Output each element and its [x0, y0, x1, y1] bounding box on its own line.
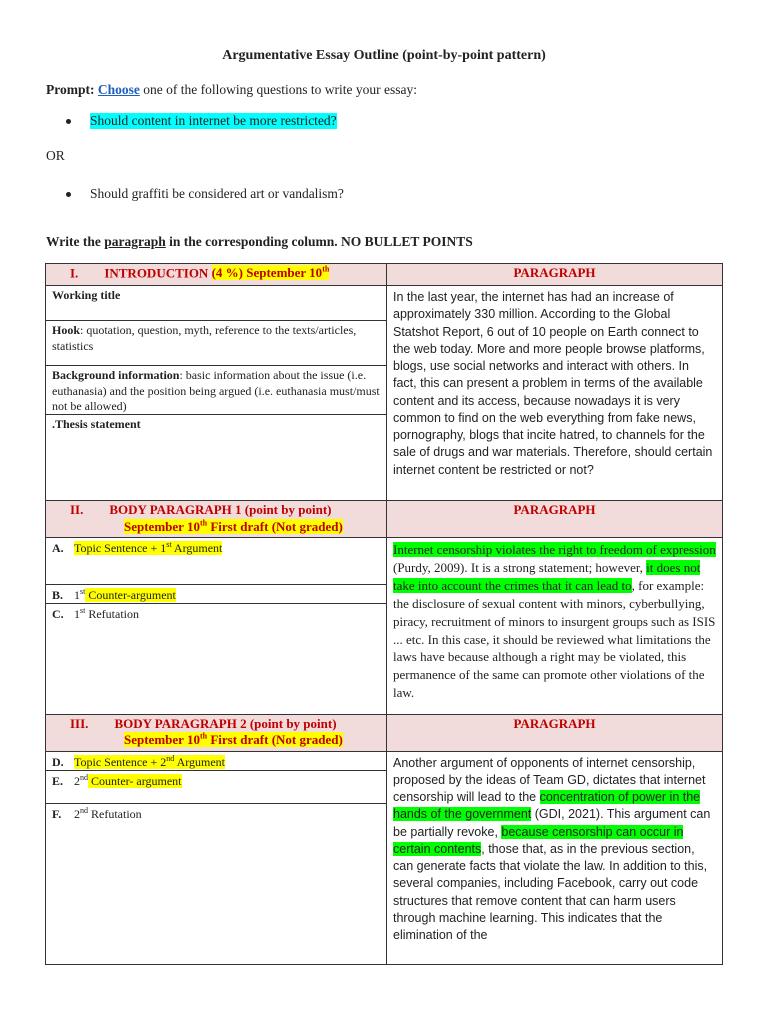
paragraph-header: PARAGRAPH	[387, 264, 723, 286]
section-3-items	[46, 751, 387, 964]
topic-sentence-2-item[interactable]: D. Topic Sentence + 2nd Argument	[46, 752, 386, 771]
section-num: III.	[70, 715, 89, 731]
instruction-after: in the corresponding column. NO BULLET POINTS	[165, 234, 473, 249]
section-2-items	[46, 537, 387, 714]
prompt-text: one of the following questions to write your essay:	[139, 82, 417, 97]
refutation-2-item[interactable]: F. 2nd Refutation	[52, 805, 142, 821]
prompt-line	[46, 82, 417, 98]
choose-link[interactable]: Choose	[97, 82, 140, 97]
section-date: September 10th First draft (Not graded)	[124, 518, 343, 534]
section-date: September 10th First draft (Not graded)	[124, 732, 343, 748]
background-item[interactable]: Background information: basic information about the issue (i.e. euthanasia) and the position being argued (i.e. euthanasia must/must not be allowed)	[46, 366, 386, 415]
bullet-icon	[66, 119, 71, 124]
section-date: (4 %) September 10th	[211, 265, 330, 281]
section-1-header	[46, 264, 723, 286]
counter-argument-1-item[interactable]: B. 1st Counter-argument	[46, 585, 386, 604]
counter-argument-2-item[interactable]: E. 2nd Counter- argument	[46, 771, 386, 804]
section-1-row	[46, 286, 723, 501]
section-3-header	[46, 714, 723, 751]
document-title: Argumentative Essay Outline (point-by-point pattern)	[222, 48, 546, 63]
paragraph-header: PARAGRAPH	[387, 714, 723, 751]
section-3-row	[46, 751, 723, 964]
section-1-title	[46, 264, 387, 286]
section-heading: BODY PARAGRAPH 1 (point by point)	[109, 502, 332, 517]
section-num: II.	[70, 502, 84, 517]
bullet-icon	[66, 192, 71, 197]
question-1-text: Should content in internet be more restricted?	[90, 113, 337, 128]
section-2-row	[46, 537, 723, 714]
hook-item[interactable]: Hook: quotation, question, myth, reference to the texts/articles, statistics	[46, 321, 386, 366]
question-1	[66, 113, 337, 129]
or-separator: OR	[46, 148, 65, 163]
working-title-item[interactable]: Working title	[46, 286, 386, 321]
section-heading: BODY PARAGRAPH 2 (point by point)	[114, 715, 337, 731]
instruction-before: Write the	[46, 234, 105, 249]
intro-paragraph[interactable]: In the last year, the internet has had an increase of approximately 330 million. According to the Global Statshot Report, 6 out of 10 people on Earth connect to the web today. More and more people browse platforms, blogs, use social networks and interact with others. In fact, this can present a problem in terms of the available content and its access, because nowadays it is very common to find on the web everything from fake news, pornography, blogs that incite hatred, to channels for the sale of drugs and war materials. Therefore, should certain internet content be restricted or not?	[387, 286, 723, 501]
section-1-items	[46, 286, 387, 501]
topic-sentence-1-item[interactable]: A. Topic Sentence + 1st Argument	[46, 538, 386, 585]
thesis-item[interactable]: .Thesis statement	[52, 417, 141, 431]
section-num: I.	[70, 265, 79, 281]
outline-table	[45, 263, 723, 965]
instruction-underlined: paragraph	[104, 234, 166, 249]
section-heading: INTRODUCTION	[104, 265, 209, 281]
paragraph-header: PARAGRAPH	[387, 501, 723, 538]
question-2-text: Should graffiti be considered art or vandalism?	[90, 186, 344, 201]
prompt-label: Prompt:	[46, 82, 95, 97]
body-1-paragraph[interactable]: Internet censorship violates the right to freedom of expression (Purdy, 2009). It is a strong statement; however, it does not take into account the crimes that it can lead to, for example: the disclosure of sexual content with minors, cyberbullying, piracy, recruitment of minors to insurgent groups such as ISIS ... etc. In this case, it should be reviewed what limitations the laws have because although a right may be violated, this permanence of the same can promote other violations of the law.	[387, 537, 723, 714]
question-2	[66, 186, 344, 202]
section-3-title	[46, 714, 387, 751]
body-2-paragraph[interactable]: Another argument of opponents of internet censorship, proposed by the ideas of Team GD, dictates that internet censorship will lead to the concentration of power in the hands of the government (GDI, 2021). This argument can be partially revoke, because censorship can occur in certain contents, those that, as in the previous section, can generate facts that violate the law. In addition to this, several companies, including Facebook, carry out code structures that remove content that can harm users through machine learning. This indicates that the elimination of the	[387, 751, 723, 964]
refutation-1-item[interactable]: C. 1st Refutation	[52, 605, 139, 621]
section-2-title	[46, 501, 387, 538]
section-2-header	[46, 501, 723, 538]
instruction-line	[46, 234, 473, 250]
